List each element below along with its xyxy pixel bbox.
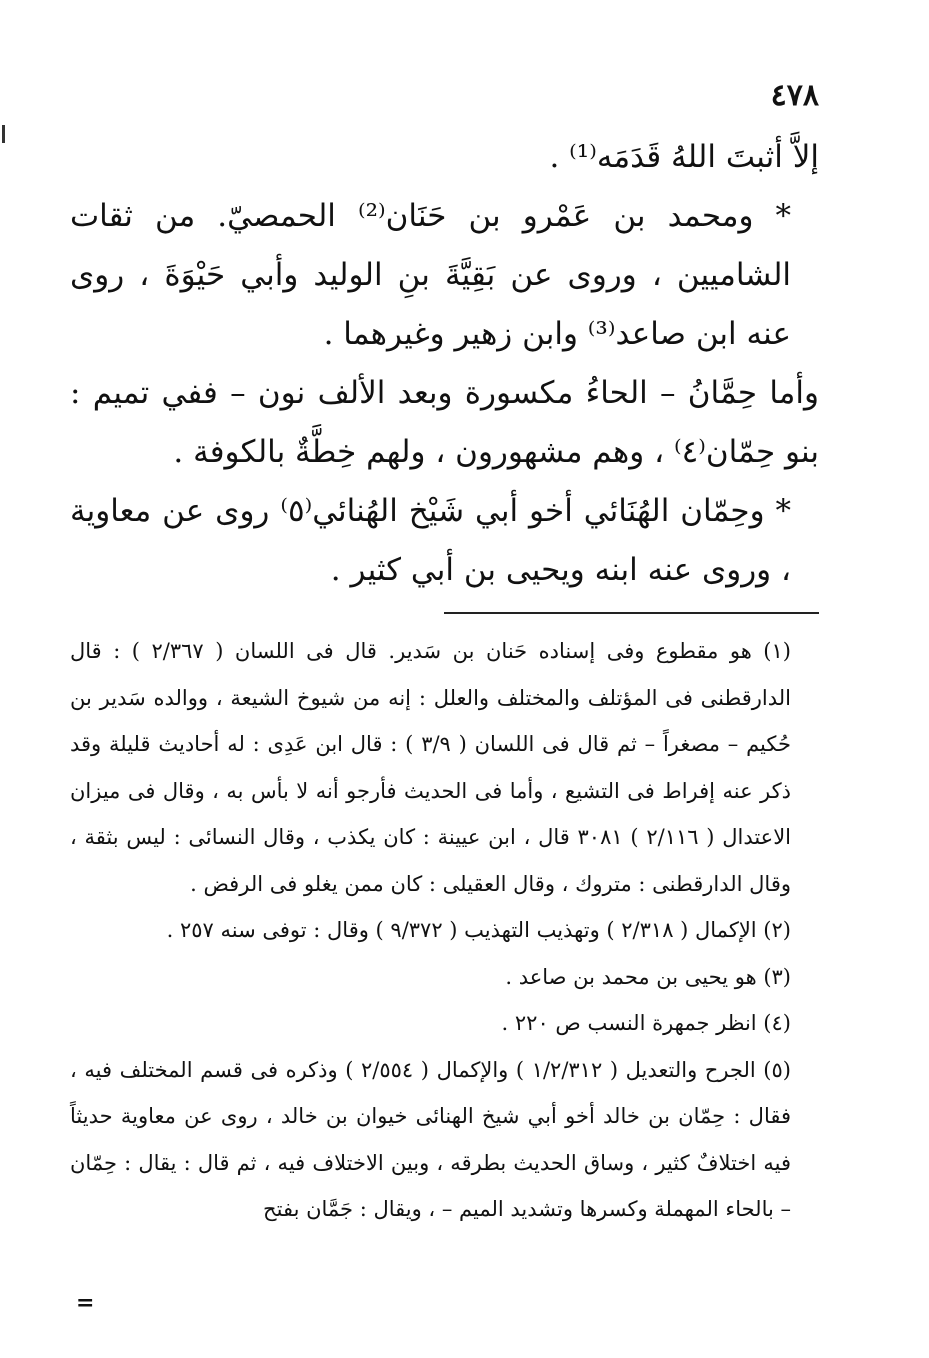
continuation-mark: = — [76, 1290, 95, 1316]
body-paragraph: وأما حِمَّانُ – الحاءُ مكسورة وبعد الألف نون – ففي تميم : بنو حِمّان⁽٤⁾ ، وهم مشهورون ، ولهم خِطَّةٌ بالكوفة . — [70, 375, 819, 470]
body-paragraph: * ومحمد بن عَمْرو بن حَنَان⁽²⁾ الحمصيّ. من ثقات الشاميين ، وروى عن بَقِيَّةَ بنِ الوليد وأبي حَيْوَةَ ، روى عنه ابن صاعد⁽³⁾ وابن زهير وغيرهما . — [70, 198, 791, 352]
footnote: (٣) هو يحيى بن محمد بن صاعد . — [505, 964, 791, 989]
footnotes — [70, 628, 819, 1233]
page-number: ٤٧٨ — [770, 78, 819, 113]
footnote: (٤) انظر جمهرة النسب ص ٢٢٠ . — [501, 1011, 791, 1035]
body-paragraph: إلاَّ أثبتَ اللهُ قَدَمَه⁽¹⁾ . — [549, 139, 819, 175]
footnote: (٢) الإكمال ( ٢/٣١٨ ) وتهذيب التهذيب ( ٩/٣٧٢ ) وقال : توفى سنه ٢٥٧ . — [166, 918, 791, 942]
body-paragraph: * وحِمّان الهُنَائي أخو أبي شَيْخ الهُنائي⁽٥⁾ روى عن معاوية ، وروى عنه ابنه ويحيى بن أبي كثير . — [70, 493, 791, 588]
footnote: (٥) الجرح والتعديل ( ١/٢/٣١٢ ) والإكمال ( ٢/٥٥٤ ) وذكره فى قسم المختلف فيه ، فقال : حِمّان بن خالد أخو أبي شيخ الهنائى خيوان بن خالد ، روى عن معاوية حديثاً فيه اختلافٌ كثير ، وساق الحديث بطرقه ، وبين الاختلاف فيه ، ثم قال : يقال : حِمّان – بالحاء المهملة وكسرها وتشديد الميم – ، ويقال : جَمَّان بفتح — [70, 1057, 791, 1221]
margin-mark — [2, 125, 5, 143]
footnote-divider — [444, 612, 819, 614]
footnote: (١) هو مقطوع وفى إسناده حَنان بن سَدير. قال فى اللسان ( ٢/٣٦٧ ) : قال الدارقطنى فى المؤتلف والمختلف والعلل : إنه من شيوخ الشيعة ، ووالده سَدير بن حُكيم – مصغراً – ثم قال فى اللسان ( ٣/٩ ) : قال ابن عَدِى : له أحاديث قليلة وقد ذكر عنه إفراط فى التشيع ، وأما فى الحديث فأرجو أنه لا بأس به ، وقال فى ميزان الاعتدال ( ٢/١١٦ ) ٣٠٨١ قال ، ابن عيينة : كان يكذب ، وقال النسائى : ليس بثقة ، وقال الدارقطنى : متروك ، وقال العقيلى : كان ممن يغلو فى الرفض . — [70, 639, 792, 896]
main-text — [70, 128, 819, 600]
